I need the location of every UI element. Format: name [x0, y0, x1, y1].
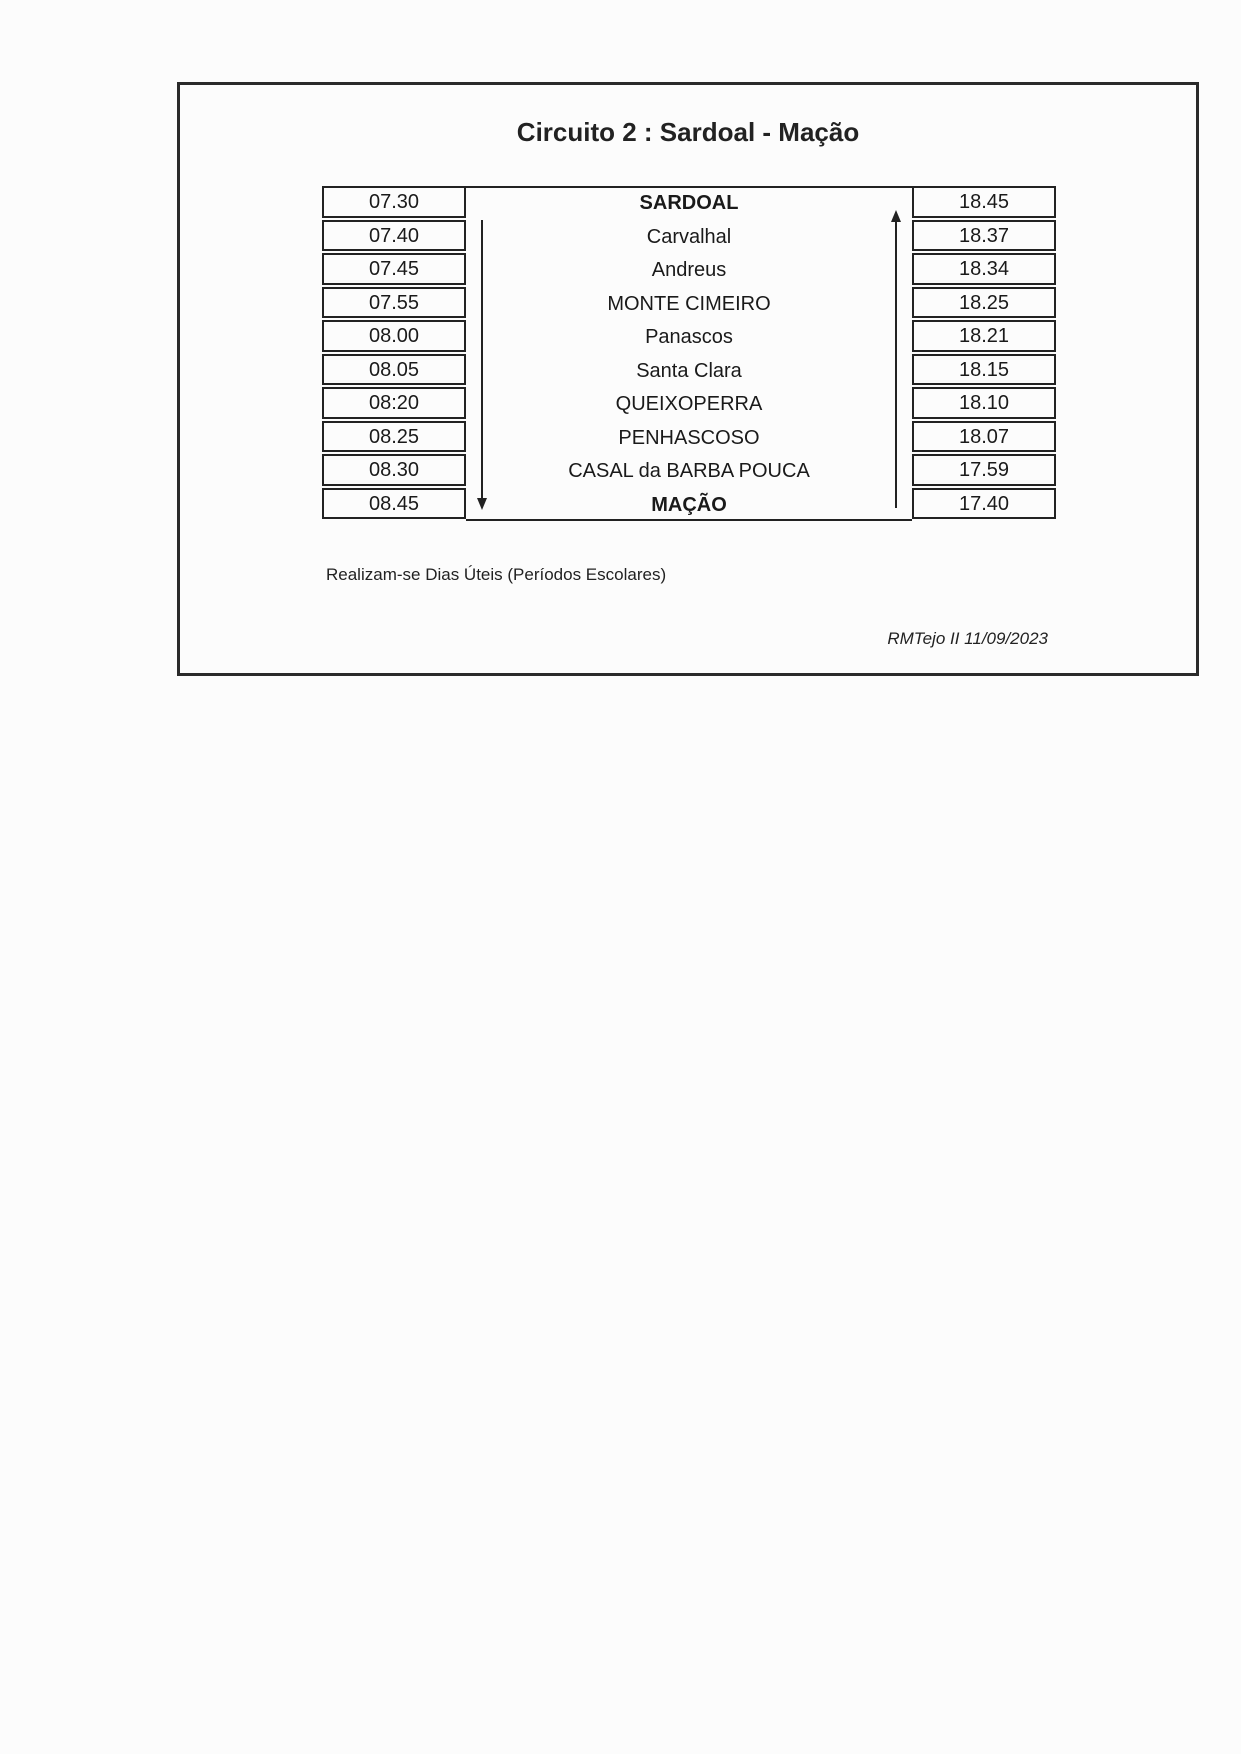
return-time-cell: 18.21 [912, 320, 1056, 352]
stop-name: Santa Clara [636, 359, 742, 382]
return-time-cell: 18.07 [912, 421, 1056, 453]
direction-arrows [466, 188, 912, 523]
return-time-cell: 18.10 [912, 387, 1056, 419]
stop-name: PENHASCOSO [618, 426, 760, 449]
return-time-cell: 18.25 [912, 287, 1056, 319]
return-time-cell: 18.15 [912, 354, 1056, 386]
stop-name: QUEIXOPERRA [615, 393, 763, 415]
outbound-time-cell: 07.45 [322, 253, 466, 285]
stop-name: CASAL da BARBA POUCA [568, 460, 810, 482]
stop-name: MAÇÃO [651, 493, 727, 516]
return-time-cell: 18.45 [912, 186, 1056, 218]
outbound-time-cell: 07.30 [322, 186, 466, 218]
outbound-time-cell: 08.05 [322, 354, 466, 386]
outbound-time-cell: 08.00 [322, 320, 466, 352]
outbound-time-cell: 08.30 [322, 454, 466, 486]
stop-name: Carvalhal [646, 225, 732, 248]
document-stamp: RMTejo II 11/09/2023 [887, 629, 1048, 648]
stop-name: Panascos [645, 326, 733, 348]
outbound-times-column [322, 186, 466, 521]
outbound-time-cell: 08.25 [322, 421, 466, 453]
return-time-cell: 18.34 [912, 253, 1056, 285]
stop-name: MONTE CIMEIRO [607, 292, 771, 315]
return-time-cell: 17.59 [912, 454, 1056, 486]
outbound-time-cell: 08:20 [322, 387, 466, 419]
stop-name: Andreus [651, 259, 727, 281]
outbound-time-cell: 07.55 [322, 287, 466, 319]
down-arrow-icon [477, 220, 487, 510]
stops-column [466, 186, 912, 521]
return-times-column [912, 186, 1056, 521]
outbound-time-cell: 08.45 [322, 488, 466, 520]
return-time-cell: 17.40 [912, 488, 1056, 520]
return-time-cell: 18.37 [912, 220, 1056, 252]
outbound-time-cell: 07.40 [322, 220, 466, 252]
schedule-note: Realizam-se Dias Úteis (Períodos Escolares) [326, 565, 667, 584]
timetable-frame [177, 82, 1199, 676]
timetable-title: Circuito 2 : Sardoal - Mação [516, 117, 860, 147]
stop-name: SARDOAL [639, 192, 739, 214]
up-arrow-icon [891, 210, 901, 508]
